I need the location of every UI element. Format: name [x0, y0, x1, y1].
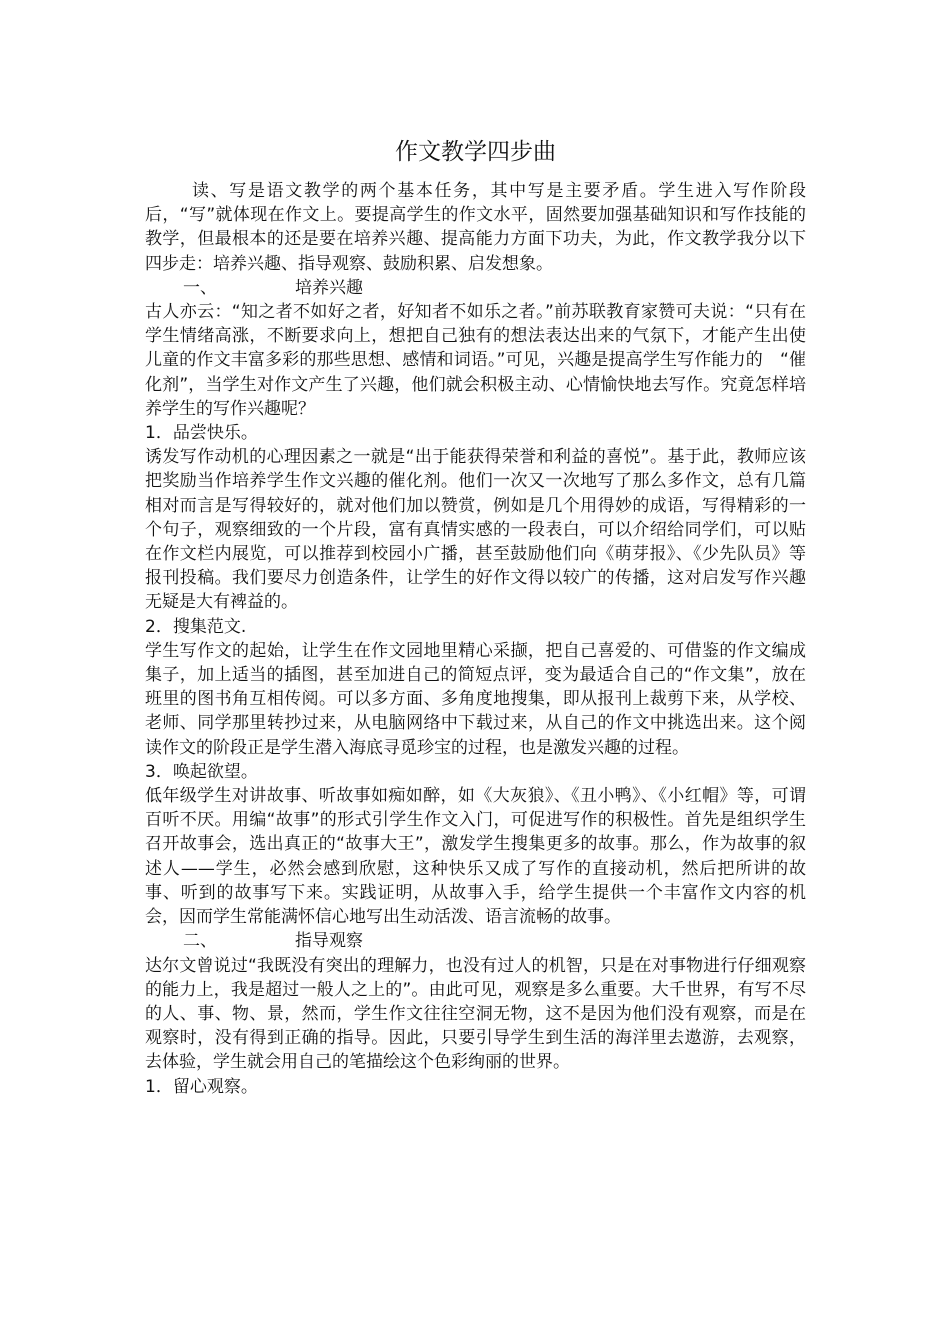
section-number: 一、: [183, 277, 217, 298]
subsection-label: 2．搜集范文.: [145, 616, 247, 637]
subsection-paragraph: 诱发写作动机的心理因素之一就是“出于能获得荣誉和利益的喜悦”。基于此，教师应该把奖励当作培养学生作文兴趣的催化剂。他们一次又一次地写了那么多作文，总有几篇相对而言是写得较好的，就对他们加以赞赏，例如是几个用得妙的成语，写得精彩的一个句子，观察细致的一个片段，富有真情实感的一段表白，可以介绍给同学们，可以贴在作文栏内展览，可以推荐到校园小广播，甚至鼓励他们向《萌芽报》、《少先队员》等报刊投稿。我们要尽力创造条件，让学生的好作文得以较广的传播，这对启发写作兴趣无疑是大有裨益的。: [145, 447, 806, 613]
subsection-paragraph: 低年级学生对讲故事、听故事如痴如醉，如《大灰狼》、《丑小鸭》、《小红帽》等，可谓百听不厌。用编“故事”的形式引学生作文入门，可促进写作的积极性。首先是组织学生召开故事会，选出真正的“故事大王”，激发学生搜集更多的故事。那么，作为故事的叙述人——学生，必然会感到欣慰，这种快乐又成了写作的直接动机，然后把所讲的故事、听到的故事写下来。实践证明，从故事入手，给学生提供一个丰富作文内容的机会，因而学生常能满怀信心地写出生动活泼、语言流畅的故事。: [145, 786, 806, 928]
subsection-paragraph: 学生写作文的起始，让学生在作文园地里精心采撷，把自己喜爱的、可借鉴的作文编成集子，加上适当的插图，甚至加进自己的简短点评，变为最适合自己的“作文集”，放在班里的图书角互相传阅。可以多方面、多角度地搜集，即从报刊上裁剪下来，从学校、老师、同学那里转抄过来，从电脑网络中下载过来，从自己的作文中挑选出来。这个阅读作文的阶段正是学生潜入海底寻觅珍宝的过程，也是激发兴趣的过程。: [145, 640, 806, 758]
document-title: 作文教学四步曲: [395, 139, 556, 165]
section-number: 二、: [183, 931, 217, 952]
section-heading: [145, 929, 806, 953]
subsection-label: 3．唤起欲望。: [145, 761, 258, 782]
subsection-label: 1．品尝快乐。: [145, 423, 258, 444]
section-intro-paragraph: 古人亦云：“知之者不如好之者，好知者不如乐之者。”前苏联教育家赞可夫说：“只有在学生情绪高涨，不断要求向上，想把自己独有的想法表达出来的气氛下，才能产生出使儿童的作文丰富多彩的那些思想、感情和词语。”可见，兴趣是提高学生写作能力的 “催化剂”，当学生对作文产生了兴趣，他们就会积极主动、心情愉快地去写作。究竟怎样培养学生的写作兴趣呢？: [145, 302, 806, 419]
document-body: [145, 179, 806, 1099]
section-heading: [145, 276, 806, 300]
section-heading-text: 培养兴趣: [295, 277, 363, 298]
section-intro-paragraph: 达尔文曾说过“我既没有突出的理解力，也没有过人的机智，只是在对事物进行仔细观察的能力上，我是超过一般人之上的”。由此可见，观察是多么重要。大千世界，有写不尽的人、事、物、景，然而，学生作文往往空洞无物，这不是因为他们没有观察，而是在观察时，没有得到正确的指导。因此，只要引导学生到生活的海洋里去遨游，去观察，去体验，学生就会用自己的笔描绘这个色彩绚丽的世界。: [145, 955, 806, 1073]
subsection-label: 1．留心观察。: [145, 1076, 258, 1097]
section-heading-text: 指导观察: [295, 931, 363, 952]
intro-paragraph: 读、写是语文教学的两个基本任务，其中写是主要矛盾。学生进入写作阶段后，“写”就体现在作文上。要提高学生的作文水平，固然要加强基础知识和写作技能的教学，但最根本的还是要在培养兴趣、提高能力方面下功夫，为此，作文教学我分以下四步走：培养兴趣、指导观察、鼓励积累、启发想象。: [145, 181, 806, 274]
